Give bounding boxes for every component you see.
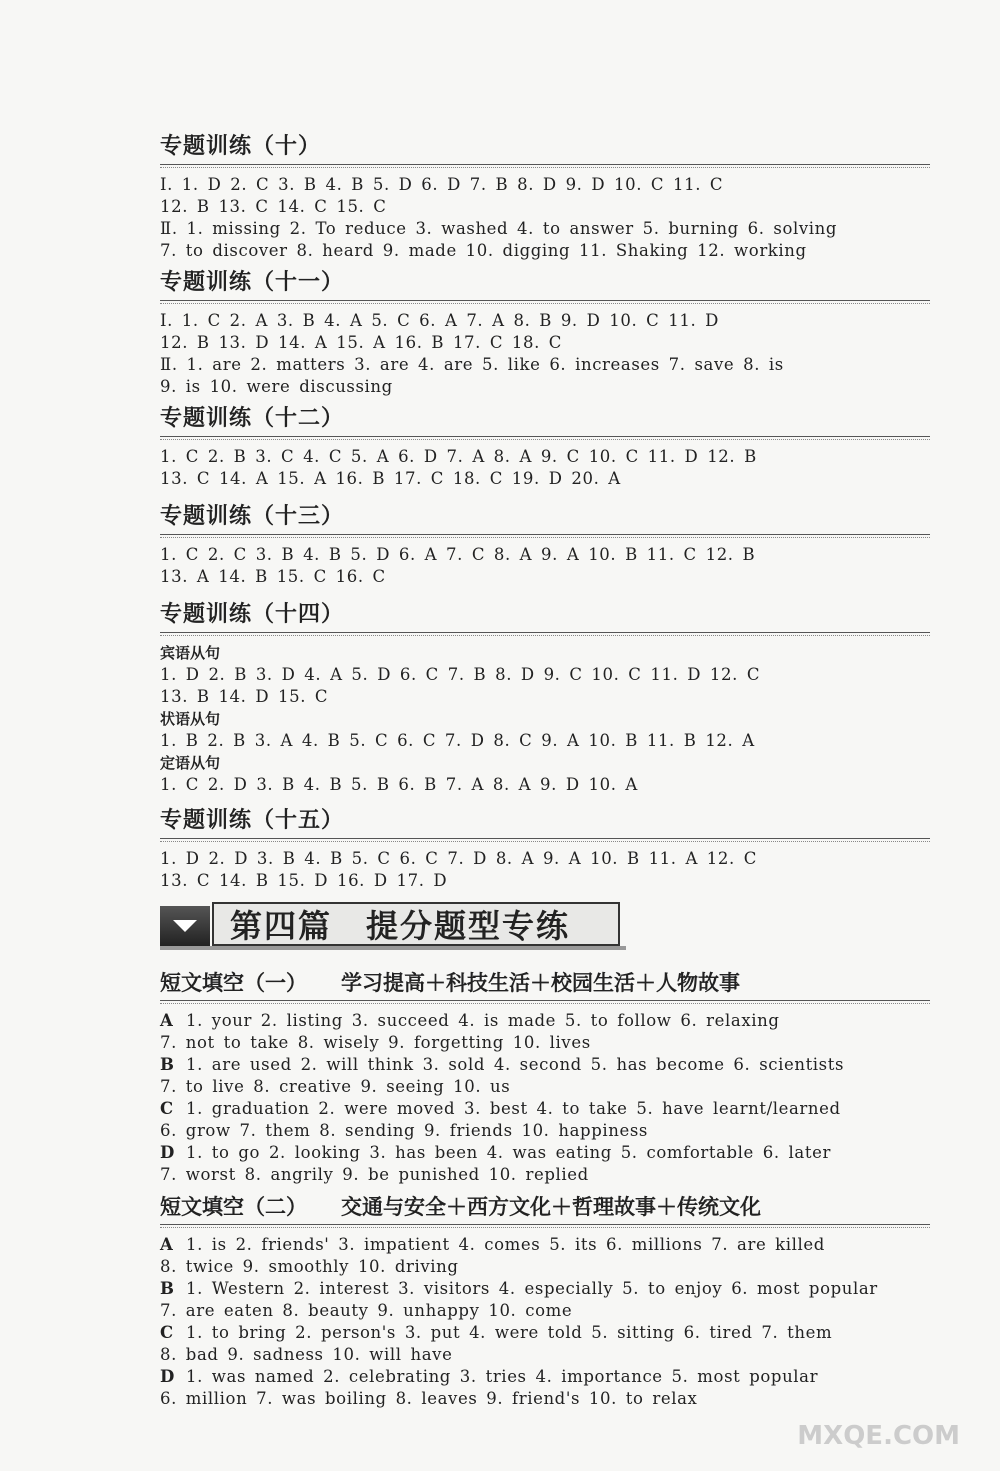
- divider: [160, 300, 930, 304]
- answer-line: [160, 1278, 930, 1300]
- group-label: B: [160, 1055, 175, 1074]
- group-answers: 1. to bring 2. person's 3. put 4. were told 5. sitting 6. tired 7. them: [186, 1323, 833, 1342]
- answer-page: [160, 128, 930, 1410]
- answer-line: 1. D 2. D 3. B 4. B 5. C 6. C 7. D 8. A 9. A 10. B 11. A 12. C: [160, 849, 757, 868]
- answer-line: Ⅰ. 1. C 2. A 3. B 4. A 5. C 6. A 7. A 8. B 9. D 10. C 11. D: [160, 311, 719, 330]
- subsection-label: 定语从句: [160, 754, 221, 772]
- answer-line: 13. C 14. B 15. D 16. D 17. D: [160, 871, 448, 890]
- section-title: 专题训练（十五）: [160, 808, 345, 833]
- answer-line: 8. twice 9. smoothly 10. driving: [160, 1257, 459, 1276]
- group-answers: 1. is 2. friends' 3. impatient 4. comes 5. its 6. millions 7. are killed: [186, 1235, 825, 1254]
- topic-subtitle: 学习提高＋科技生活＋校园生活＋人物故事: [341, 971, 740, 995]
- answer-line: Ⅱ. 1. are 2. matters 3. are 4. are 5. like 6. increases 7. save 8. is: [160, 355, 784, 374]
- answer-line: [160, 1142, 930, 1164]
- group-answers: 1. graduation 2. were moved 3. best 4. to take 5. have learnt/learned: [186, 1099, 841, 1118]
- divider: [160, 164, 930, 168]
- section-title: 专题训练（十四）: [160, 602, 345, 627]
- watermark: MXQE.COM: [797, 1421, 960, 1451]
- group-answers: 1. your 2. listing 3. succeed 4. is made 5. to follow 6. relaxing: [186, 1011, 780, 1030]
- answer-line: 6. grow 7. them 8. sending 9. friends 10. happiness: [160, 1121, 648, 1140]
- group-label: C: [160, 1099, 174, 1118]
- section-title: 专题训练（十一）: [160, 270, 345, 295]
- topic-title: 短文填空（二）: [160, 1195, 307, 1219]
- cloze-topic-1: [160, 966, 930, 1186]
- answer-line: 1. D 2. B 3. D 4. A 5. D 6. C 7. B 8. D 9. C 10. C 11. D 12. C: [160, 665, 761, 684]
- answer-line: 7. to live 8. creative 9. seeing 10. us: [160, 1077, 511, 1096]
- answer-line: [160, 1054, 930, 1076]
- down-arrow-icon: [160, 906, 210, 946]
- part-banner: [160, 902, 930, 950]
- group-label: D: [160, 1367, 175, 1386]
- group-label: A: [160, 1011, 174, 1030]
- group-answers: 1. to go 2. looking 3. has been 4. was eating 5. comfortable 6. later: [186, 1143, 831, 1162]
- section-10: [160, 130, 930, 262]
- divider: [160, 632, 930, 636]
- answer-line: Ⅰ. 1. D 2. C 3. B 4. B 5. D 6. D 7. B 8. D 9. D 10. C 11. C: [160, 175, 724, 194]
- answer-line: 9. is 10. were discussing: [160, 377, 393, 396]
- answer-line: 1. B 2. B 3. A 4. B 5. C 6. C 7. D 8. C 9. A 10. B 11. B 12. A: [160, 731, 755, 750]
- answer-line: 6. million 7. was boiling 8. leaves 9. friend's 10. to relax: [160, 1389, 698, 1408]
- answer-line: 13. A 14. B 15. C 16. C: [160, 567, 386, 586]
- group-label: C: [160, 1323, 174, 1342]
- section-13: [160, 500, 930, 588]
- section-15: [160, 804, 930, 892]
- answer-line: 12. B 13. C 14. C 15. C: [160, 197, 387, 216]
- answer-line: 1. C 2. C 3. B 4. B 5. D 6. A 7. C 8. A 9. A 10. B 11. C 12. B: [160, 545, 756, 564]
- answer-line: 12. B 13. D 14. A 15. A 16. B 17. C 18. C: [160, 333, 563, 352]
- group-answers: 1. Western 2. interest 3. visitors 4. especially 5. to enjoy 6. most popular: [186, 1279, 878, 1298]
- section-title: 专题训练（十三）: [160, 504, 345, 529]
- section-12: [160, 402, 930, 490]
- group-label: B: [160, 1279, 175, 1298]
- section-title: 专题训练（十）: [160, 134, 322, 159]
- divider: [160, 1224, 930, 1228]
- cloze-topic-2: [160, 1190, 930, 1410]
- section-14: [160, 598, 930, 796]
- answer-line: 1. C 2. B 3. C 4. C 5. A 6. D 7. A 8. A 9. C 10. C 11. D 12. B: [160, 447, 757, 466]
- topic-title: 短文填空（一）: [160, 971, 307, 995]
- group-label: A: [160, 1235, 174, 1254]
- answer-line: Ⅱ. 1. missing 2. To reduce 3. washed 4. to answer 5. burning 6. solving: [160, 219, 838, 238]
- answer-line: [160, 1010, 930, 1032]
- topic-heading: [160, 966, 930, 1000]
- section-title: 专题训练（十二）: [160, 406, 345, 431]
- answer-line: 13. B 14. D 15. C: [160, 687, 329, 706]
- answer-line: 7. not to take 8. wisely 9. forgetting 10. lives: [160, 1033, 591, 1052]
- answer-line: 8. bad 9. sadness 10. will have: [160, 1345, 453, 1364]
- divider: [160, 534, 930, 538]
- banner-shadow: [160, 946, 626, 950]
- banner-title: 第四篇 提分题型专练: [212, 902, 620, 946]
- answer-line: [160, 1366, 930, 1388]
- answer-line: 7. worst 8. angrily 9. be punished 10. replied: [160, 1165, 589, 1184]
- answer-line: 13. C 14. A 15. A 16. B 17. C 18. C 19. D 20. A: [160, 469, 621, 488]
- group-answers: 1. are used 2. will think 3. sold 4. second 5. has become 6. scientists: [186, 1055, 845, 1074]
- subsection-label: 状语从句: [160, 710, 221, 728]
- answer-line: 7. are eaten 8. beauty 9. unhappy 10. come: [160, 1301, 573, 1320]
- answer-line: [160, 1098, 930, 1120]
- divider: [160, 838, 930, 842]
- answer-line: 7. to discover 8. heard 9. made 10. digging 11. Shaking 12. working: [160, 241, 807, 260]
- group-answers: 1. was named 2. celebrating 3. tries 4. importance 5. most popular: [186, 1367, 819, 1386]
- divider: [160, 1000, 930, 1004]
- topic-heading: [160, 1190, 930, 1224]
- divider: [160, 436, 930, 440]
- topic-subtitle: 交通与安全＋西方文化＋哲理故事＋传统文化: [341, 1195, 761, 1219]
- group-label: D: [160, 1143, 175, 1162]
- subsection-label: 宾语从句: [160, 644, 221, 662]
- section-11: [160, 266, 930, 398]
- answer-line: [160, 1234, 930, 1256]
- answer-line: [160, 1322, 930, 1344]
- answer-line: 1. C 2. D 3. B 4. B 5. B 6. B 7. A 8. A 9. D 10. A: [160, 775, 638, 794]
